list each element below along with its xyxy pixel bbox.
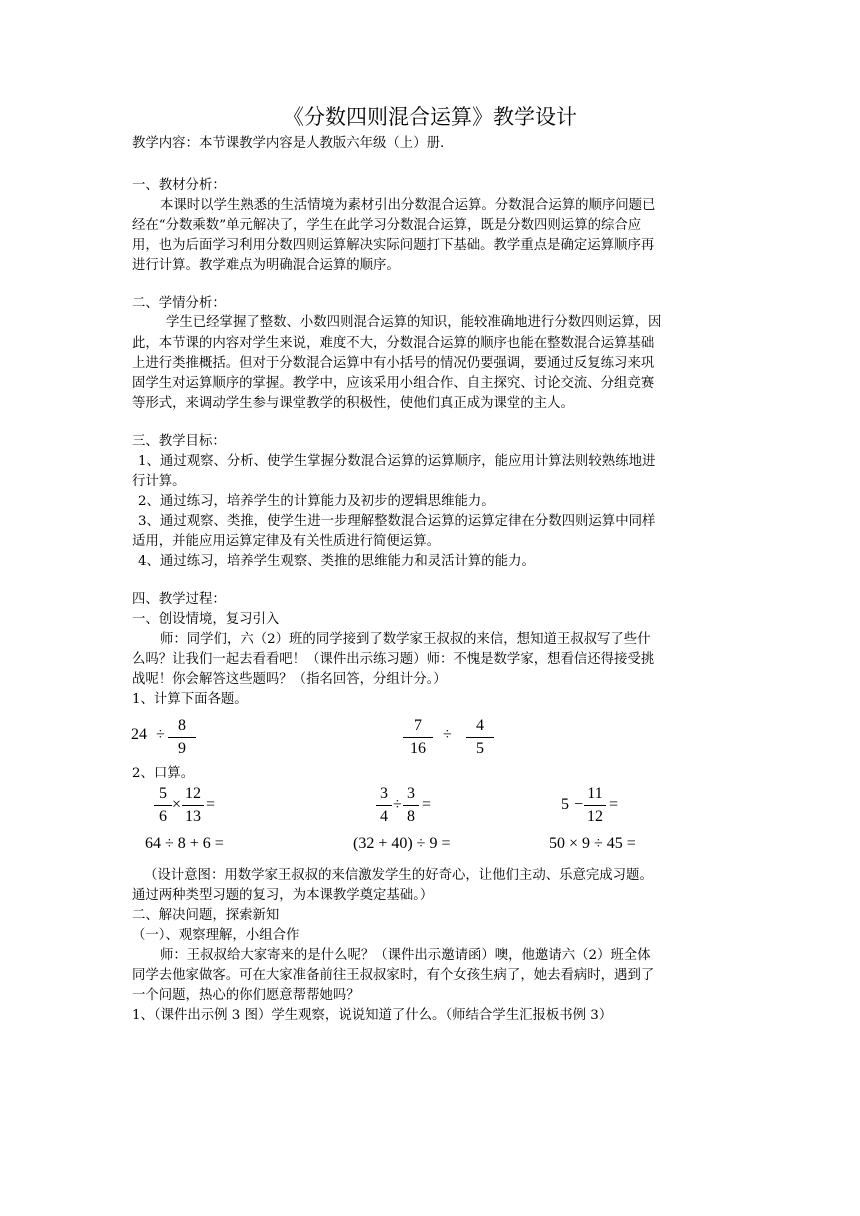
math-fraction [154,784,172,827]
fraction-bar [584,805,606,806]
fraction-denominator: 13 [185,808,201,825]
paragraph-line: 等形式，来调动学生参与课堂教学的积极性，使他们真正成为课堂的主人。 [132,396,574,411]
math-equals: = [422,796,432,813]
fraction-numerator: 5 [159,785,167,802]
goal-line: 4、通过练习，培养学生观察、类推的思维能力和灵活计算的能力。 [138,554,535,569]
math-whole: 5 [561,796,569,813]
fraction-bar [466,737,494,738]
design-note-line: 通过两种类型习题的复习，为本课教学奠定基础。） [132,888,434,903]
document-title: 《分数四则混合运算》教学设计 [283,105,577,129]
section-heading-process: 四、教学过程： [132,592,226,607]
fraction-denominator: 12 [587,808,603,825]
math-equals: = [609,796,619,813]
fraction-numerator: 4 [476,717,484,734]
question-label: 2、口算。 [132,766,195,781]
goal-line: 1、通过观察、分析、使学生掌握分数混合运算的运算顺序，能应用计算法则较熟练地进 [138,454,656,469]
math-fraction [403,716,433,759]
fraction-numerator: 8 [178,717,186,734]
paragraph-line: 战呢！你会解答这些题吗？（指名回答，分组计分。） [132,672,447,687]
math-operator: − [574,796,584,813]
subheading: （一）、观察理解，小组合作 [132,928,300,943]
goal-line: 行计算。 [132,474,186,489]
math-fraction [466,716,494,759]
math-operator: ÷ [443,726,452,743]
section-heading-analysis: 一、教材分析： [132,178,226,193]
section-heading-students: 二、学情分析： [132,296,226,311]
paragraph-line: 此，本节课的内容对学生来说，难度不大，分数混合运算的顺序也能在整数混合运算基础 [132,336,655,351]
math-fraction [376,784,392,827]
paragraph-line: 1、（课件出示例 3 图）学生观察，说说知道了什么。（师结合学生汇报板书例 3） [132,1008,613,1023]
paragraph-line: 么吗？让我们一起去看看吧！（课件出示练习题）师：不愧是数学家，想看信还得接受挑 [132,652,655,667]
fraction-numerator: 11 [587,785,603,802]
math-operator: × [172,796,182,813]
content-line: 教学内容：本节课教学内容是人教版六年级（上）册. [132,136,445,151]
math-fraction [182,784,204,827]
design-note-line: （设计意图：用数学家王叔叔的来信激发学生的好奇心，让他们主动、乐意完成习题。 [144,868,653,883]
fraction-denominator: 5 [476,740,484,757]
paragraph-line: 同学去他家做客。可在大家准备前往王叔叔家时，有个女孩生病了，她去看病时，遇到了 [132,968,655,983]
math-operator: ÷ [393,796,402,813]
goal-line: 3、通过观察、类推，使学生进一步理解整数混合运算的运算定律在分数四则运算中同样 [138,514,656,529]
paragraph-line: 上进行类推概括。但对于分数混合运算中有小括号的情况仍要强调，要通过反复练习来巩 [132,356,655,371]
math-fraction [584,784,606,827]
subheading: 二、解决问题，探索新知 [132,908,280,923]
math-whole: 24 [131,726,147,743]
paragraph-line: 本课时以学生熟悉的生活情境为素材引出分数混合运算。分数混合运算的顺序问题已 [160,198,656,213]
math-operator: ÷ [156,726,165,743]
math-fraction [403,784,419,827]
fraction-bar [154,805,172,806]
subheading: 一、创设情境，复习引入 [132,612,280,627]
question-label: 1、计算下面各题。 [132,692,248,707]
paragraph-line: 进行计算。教学难点为明确混合运算的顺序。 [132,258,400,273]
math-expression: 64 ÷ 8 + 6 = [145,835,224,852]
fraction-bar [182,805,204,806]
fraction-denominator: 9 [178,740,186,757]
fraction-bar [168,737,196,738]
math-fraction [168,716,196,759]
goal-line: 适用，并能应用运算定律及有关性质进行简便运算。 [132,534,440,549]
fraction-denominator: 4 [380,808,388,825]
fraction-numerator: 3 [407,785,415,802]
paragraph-line: 学生已经掌握了整数、小数四则混合运算的知识，能较准确地进行分数四则运算，因 [166,315,662,330]
fraction-denominator: 16 [410,740,426,757]
paragraph-line: 师：王叔叔给大家寄来的是什么呢？（课件出示邀请函）噢，他邀请六（2）班全体 [160,948,651,963]
goal-line: 2、通过练习，培养学生的计算能力及初步的逻辑思维能力。 [138,494,495,509]
fraction-bar [403,805,419,806]
paragraph-line: 一个问题，热心的你们愿意帮帮她吗？ [132,988,360,1003]
paragraph-line: 固学生对运算顺序的掌握。教学中，应该采用小组合作、自主探究、讨论交流、分组竞赛 [132,376,655,391]
paragraph-line: 经在“分数乘数”单元解决了，学生在此学习分数混合运算，既是分数四则运算的综合应 [132,218,642,233]
fraction-numerator: 12 [185,785,201,802]
paragraph-line: 用，也为后面学习利用分数四则运算解决实际问题打下基础。教学重点是确定运算顺序再 [132,238,655,253]
fraction-numerator: 3 [380,785,388,802]
section-heading-goals: 三、教学目标： [132,434,226,449]
fraction-numerator: 7 [414,717,422,734]
fraction-bar [376,805,392,806]
math-equals: = [206,796,216,813]
paragraph-line: 师：同学们，六（2）班的同学接到了数学家王叔叔的来信，想知道王叔叔写了些什 [160,632,651,647]
fraction-denominator: 6 [159,808,167,825]
math-expression: 50 × 9 ÷ 45 = [549,835,636,852]
math-expression: (32 + 40) ÷ 9 = [353,835,451,852]
fraction-denominator: 8 [407,808,415,825]
fraction-bar [403,737,433,738]
